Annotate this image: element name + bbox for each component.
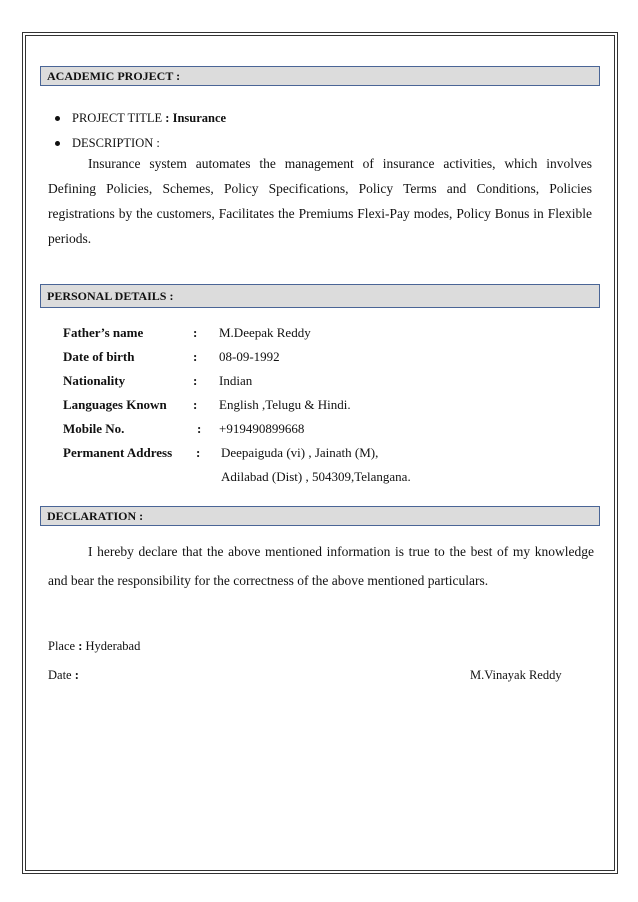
- detail-label: Date of birth: [63, 349, 135, 364]
- declaration-header: DECLARATION :: [40, 506, 600, 526]
- signature-name: M.Vinayak Reddy: [470, 668, 562, 682]
- date-line: [48, 667, 79, 683]
- bullet-icon: [55, 141, 60, 146]
- description-paragraph: [48, 151, 592, 251]
- bullet-icon: [55, 116, 60, 121]
- detail-label: Father’s name: [63, 325, 144, 340]
- detail-label: Nationality: [63, 373, 126, 388]
- project-title-value: Insurance: [172, 111, 227, 125]
- detail-label: Mobile No.: [63, 421, 125, 436]
- detail-value: M.Deepak Reddy: [219, 325, 311, 340]
- declaration-text: I hereby declare that the above mentioned information is true to the best of my knowledge and bear the responsibility for the correctness of the above mentioned particulars.: [48, 544, 594, 588]
- description-item: [55, 135, 160, 151]
- detail-colon: :: [193, 397, 198, 412]
- detail-value: +919490899668: [219, 421, 305, 436]
- detail-label: Languages Known: [63, 397, 167, 412]
- project-title-separator: :: [165, 111, 170, 125]
- detail-colon: :: [197, 421, 202, 436]
- detail-colon: :: [196, 445, 201, 460]
- detail-value: Indian: [219, 373, 253, 388]
- detail-colon: :: [193, 373, 198, 388]
- date-separator: :: [74, 668, 79, 682]
- academic-project-header: ACADEMIC PROJECT :: [40, 66, 600, 86]
- detail-value: Deepaiguda (vi) , Jainath (M),: [221, 445, 379, 460]
- place-label: Place: [48, 639, 76, 653]
- detail-value: 08-09-1992: [219, 349, 280, 364]
- description-text: Insurance system automates the management of insurance activities, which involves Defining Policies, Schemes, Policy Specifications, Policy Terms and Conditions, Policies registrations by the customers, Facilitates the Premiums Flexi-Pay modes, Policy Bonus in Flexible periods.: [48, 156, 592, 246]
- place-value: Hyderabad: [85, 639, 141, 653]
- detail-value: English ,Telugu & Hindi.: [219, 397, 351, 412]
- project-title-label: PROJECT TITLE: [72, 111, 163, 125]
- personal-details-header: PERSONAL DETAILS :: [40, 284, 600, 308]
- declaration-paragraph: [48, 537, 594, 595]
- date-label: Date: [48, 668, 72, 682]
- detail-colon: :: [193, 325, 198, 340]
- detail-value: Adilabad (Dist) , 504309,Telangana.: [221, 469, 411, 484]
- detail-label: Permanent Address: [63, 445, 173, 460]
- place-separator: :: [78, 639, 83, 653]
- detail-colon: :: [193, 349, 198, 364]
- description-label: DESCRIPTION :: [72, 136, 160, 150]
- project-title-item: [55, 110, 226, 126]
- place-line: [48, 638, 140, 654]
